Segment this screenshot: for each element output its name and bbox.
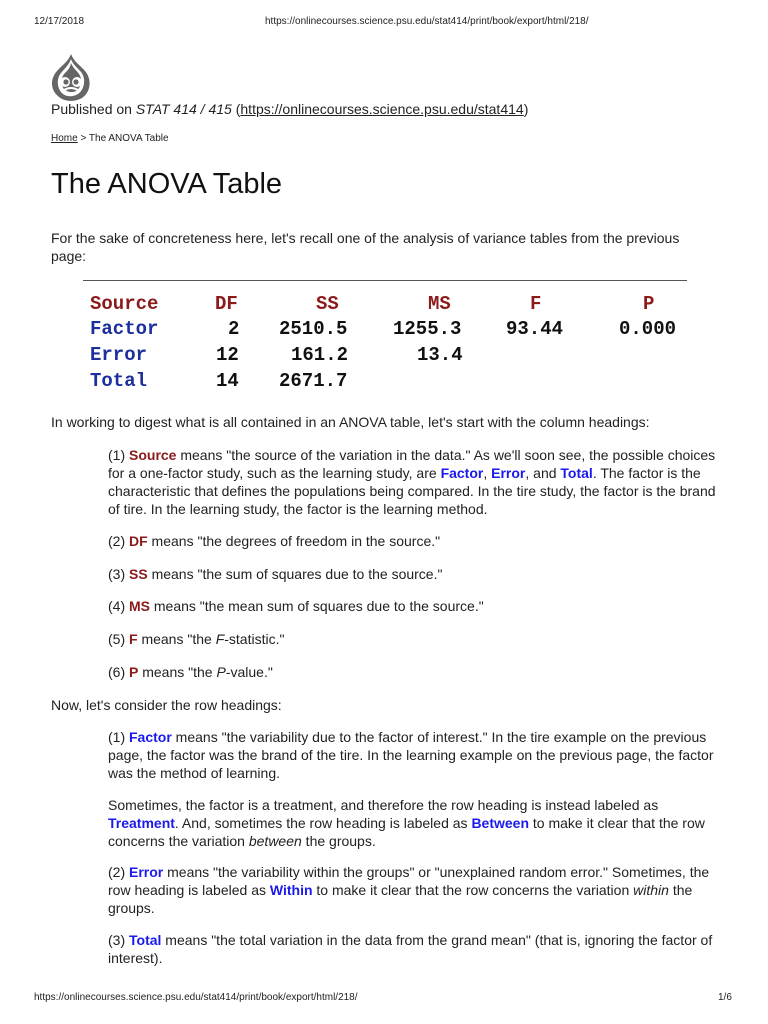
column-item-source [108,446,718,518]
item-text: Sometimes, the factor is a treatment, and therefore the row heading is instead labeled as [108,797,659,813]
keyword-treatment: Treatment [108,815,175,831]
page-number: 1/6 [718,992,732,1003]
item-number: (3) [108,566,129,582]
column-headings-intro: In working to digest what is all contained in an ANOVA table, let's start with the column headings: [51,414,650,430]
anova-cell-ms: 13.4 [417,344,463,366]
anova-header-ms: MS [428,293,451,315]
anova-cell-ss: 2510.5 [279,318,348,340]
anova-header-f: F [530,293,542,315]
item-number: (5) [108,631,129,647]
page-title: The ANOVA Table [51,168,283,200]
item-italic: between [248,833,302,849]
anova-row-label: Factor [90,318,159,340]
item-text: means "the total variation in the data from the grand mean" (that is, ignoring the factor of interest). [108,932,713,966]
item-number: (2) [108,864,129,880]
item-number: (2) [108,533,129,549]
print-date: 12/17/2018 [34,16,85,27]
item-text: -value." [225,664,273,680]
item-text: means "the [137,631,216,647]
table-top-rule [83,280,687,281]
item-text: means "the sum of squares due to the source." [147,566,443,582]
published-prefix: Published on [51,101,136,117]
anova-header-df: DF [215,293,238,315]
anova-cell-df: 2 [228,318,240,340]
intro-paragraph: For the sake of concreteness here, let's recall one of the analysis of variance tables from the previous page: [51,230,680,264]
row-item-factor-note [108,796,718,850]
keyword-ms: MS [129,598,150,614]
breadcrumb-home[interactable]: Home [51,133,78,144]
anova-cell-ms: 1255.3 [393,318,462,340]
anova-row-label: Total [90,370,148,392]
item-italic: within [633,882,669,898]
item-text: to make it clear that the row concerns the variation [108,815,705,849]
column-item-p [108,663,718,681]
anova-cell-df: 14 [216,370,239,392]
print-url: https://onlinecourses.science.psu.edu/stat414/print/book/export/html/218/ [265,16,589,27]
item-text: means "the source of the variation in the data." As we'll soon see, the possible choices for a one-factor study, such as the learning study, are [108,447,716,481]
published-close-paren: ) [523,101,529,117]
keyword-ss: SS [129,566,148,582]
item-text: the groups. [301,833,376,849]
item-text: the groups. [108,882,693,916]
item-number: (3) [108,932,129,948]
item-italic: F [215,631,225,647]
item-text: . The factor is the characteristic that defines the populations being compared. In the tire study, the factor is the brand of tire. In the learning study, the factor is the learning method. [108,465,716,517]
footer-url: https://onlinecourses.science.psu.edu/stat414/print/book/export/html/218/ [34,992,358,1003]
column-item-ss [108,565,718,583]
breadcrumb-separator: > [77,133,89,144]
breadcrumb-current: The ANOVA Table [88,133,169,144]
row-item-error [108,863,718,917]
item-italic: P [216,664,226,680]
item-text: , [483,465,492,481]
anova-header-p: P [643,293,655,315]
keyword-df: DF [129,533,148,549]
breadcrumb [51,133,169,144]
item-text: . And, sometimes the row heading is labeled as [174,815,472,831]
column-item-ms [108,597,718,615]
keyword-between: Between [471,815,530,831]
anova-header-ss: SS [316,293,339,315]
row-item-factor [108,728,718,782]
keyword-factor: Factor [129,729,172,745]
row-headings-intro: Now, let's consider the row headings: [51,697,282,713]
item-number: (6) [108,664,129,680]
keyword-within: Within [269,882,313,898]
item-number: (4) [108,598,129,614]
keyword-total: Total [129,932,162,948]
item-number: (1) [108,447,129,463]
keyword-f: F [129,631,138,647]
column-item-f [108,630,718,648]
keyword-factor: Factor [440,465,484,481]
keyword-error: Error [491,465,526,481]
keyword-total: Total [560,465,593,481]
column-item-df [108,532,718,550]
anova-cell-p: 0.000 [619,318,677,340]
item-text: , and [525,465,561,481]
published-open-paren: ( [231,101,241,117]
row-item-total [108,931,718,967]
item-text: to make it clear that the row concerns the variation [312,882,634,898]
keyword-error: Error [129,864,164,880]
published-line [51,101,528,117]
item-text: means "the [138,664,217,680]
item-text: means "the variability due to the factor of interest." In the tire example on the previous page, the factor was the brand of the tire. In the learning example on the previous page, the factor was the method of learning. [108,729,714,781]
item-number: (1) [108,729,129,745]
anova-cell-df: 12 [216,344,239,366]
item-text: -statistic." [224,631,285,647]
anova-cell-ss: 161.2 [291,344,349,366]
anova-cell-f: 93.44 [506,318,564,340]
item-text: means "the degrees of freedom in the source." [147,533,441,549]
item-text: means "the mean sum of squares due to the source." [150,598,484,614]
item-text: means "the variability within the groups" or "unexplained random error." Sometimes, the row heading is labeled as [108,864,710,898]
keyword-source: Source [129,447,177,463]
anova-row-label: Error [90,344,148,366]
site-name: STAT 414 / 415 [135,101,232,117]
anova-header-source: Source [90,293,159,315]
keyword-p: P [129,664,139,680]
anova-cell-ss: 2671.7 [279,370,348,392]
drupal-drop-icon[interactable] [50,53,92,101]
site-link[interactable]: https://onlinecourses.science.psu.edu/stat414 [240,101,524,117]
